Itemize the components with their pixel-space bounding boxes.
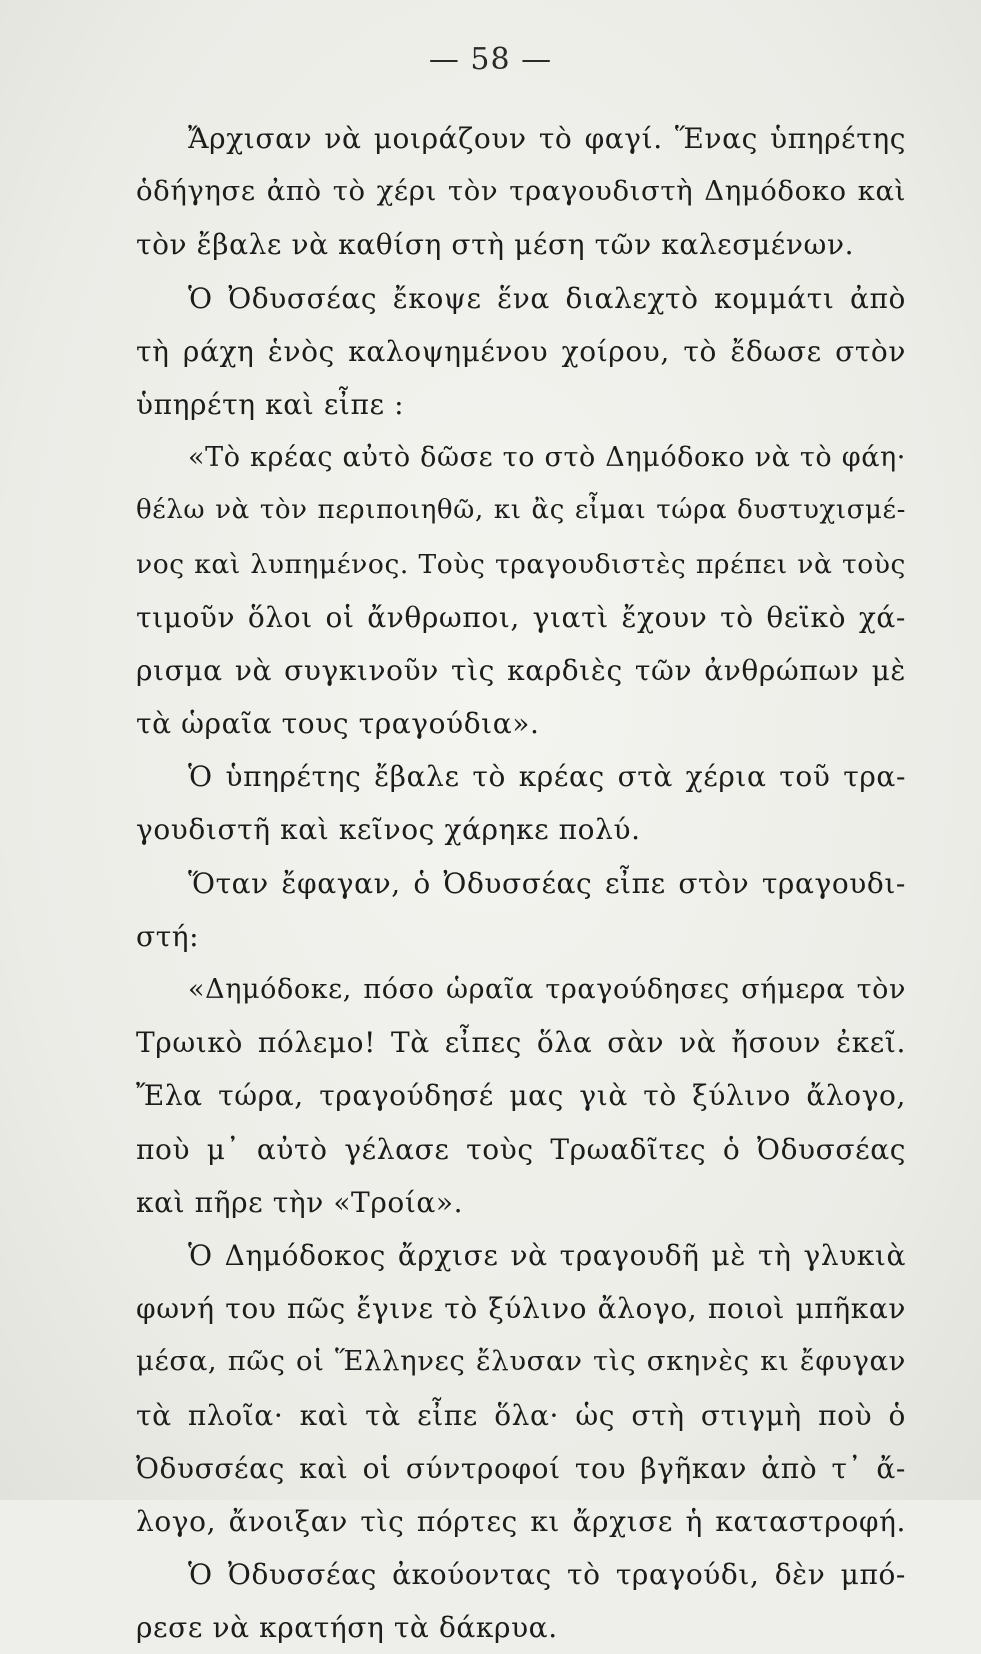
text-line: θέλω νὰ τὸν περιποιηθῶ, κι ἂς εἶμαι τώρα δυστυχισμέ-: [136, 495, 906, 526]
text-line: τιμοῦν ὅλοι οἱ ἄνθρωποι, γιατὶ ἔχουν τὸ θεϊκὸ χά-: [136, 600, 906, 634]
text-line: καὶ πῆρε τὴν «Τροία».: [136, 1185, 464, 1219]
text-line: γουδιστῆ καὶ κεῖνος χάρηκε πολύ.: [136, 813, 641, 847]
text-line: ρισμα νὰ συγκινοῦν τὶς καρδιὲς τῶν ἀνθρώπων μὲ: [136, 653, 906, 687]
text-line: ὁδήγησε ἀπὸ τὸ χέρι τὸν τραγουδιστὴ Δημόδοκο καὶ: [136, 175, 906, 208]
text-line: μέσα, πῶς οἱ Ἕλληνες ἔλυσαν τὶς σκηνὲς κι ἔφυγαν: [136, 1345, 906, 1378]
text-line: φωνή του πῶς ἔγινε τὸ ξύλινο ἄλογο, ποιοὶ μπῆκαν: [136, 1292, 906, 1326]
body-text: [136, 112, 906, 1654]
text-line: Ὀδυσσέας καὶ οἱ σύντροφοί του βγῆκαν ἀπὸ τ᾿ ἄ-: [136, 1451, 906, 1485]
text-line: τὰ πλοῖα· καὶ τὰ εἶπε ὅλα· ὡς στὴ στιγμὴ ποὺ ὁ: [136, 1398, 906, 1432]
text-line: Ὁ Ὀδυσσέας ἔκοψε ἕνα διαλεχτὸ κομμάτι ἀπὸ: [188, 281, 906, 315]
text-line: Ὁ Ὀδυσσέας ἀκούοντας τὸ τραγούδι, δὲν μπό-: [188, 1558, 906, 1592]
text-line: νος καὶ λυπημένος. Τοὺς τραγουδιστὲς πρέπει νὰ τοὺς: [136, 548, 906, 580]
text-line: Ἔλα τώρα, τραγούδησέ μας γιὰ τὸ ξύλινο ἄλογο,: [136, 1079, 906, 1113]
text-line: ρεσε νὰ κρατήση τὰ δάκρυα.: [136, 1611, 558, 1645]
text-line: τὸν ἔβαλε νὰ καθίση στὴ μέση τῶν καλεσμένων.: [136, 228, 855, 262]
page-number: — 58 —: [428, 42, 553, 77]
text-line: τὰ ὡραῖα τους τραγούδια».: [136, 707, 540, 741]
text-line: Ὁ ὑπηρέτης ἔβαλε τὸ κρέας στὰ χέρια τοῦ τρα-: [188, 760, 906, 794]
text-line: «Τὸ κρέας αὐτὸ δῶσε το στὸ Δημόδοκο νὰ τὸ φάη·: [188, 442, 906, 474]
text-line: Ὁ Δημόδοκος ἄρχισε νὰ τραγουδῆ μὲ τὴ γλυκιὰ: [188, 1238, 906, 1272]
text-line: ποὺ μ᾿ αὐτὸ γέλασε τοὺς Τρωαδῖτες ὁ Ὀδυσσέας: [136, 1132, 906, 1166]
text-line: ὑπηρέτη καὶ εἶπε :: [136, 387, 405, 421]
text-line: Ἄρχισαν νὰ μοιράζουν τὸ φαγί. Ἕνας ὑπηρέτης: [188, 122, 906, 155]
text-line: τὴ ράχη ἑνὸς καλοψημένου χοίρου, τὸ ἔδωσε στὸν: [136, 334, 906, 368]
text-line: λογο, ἄνοιξαν τὶς πόρτες κι ἄρχισε ἡ καταστροφή.: [136, 1504, 906, 1538]
text-line: Ὅταν ἔφαγαν, ὁ Ὀδυσσέας εἶπε στὸν τραγουδι-: [188, 866, 906, 900]
text-line: «Δημόδοκε, πόσο ὡραῖα τραγούδησες σήμερα τὸν: [188, 974, 906, 1005]
text-line: Τρωικὸ πόλεμο! Τὰ εἶπες ὅλα σὰν νὰ ἤσουν ἐκεῖ.: [136, 1026, 906, 1060]
text-line: στή:: [136, 919, 200, 953]
